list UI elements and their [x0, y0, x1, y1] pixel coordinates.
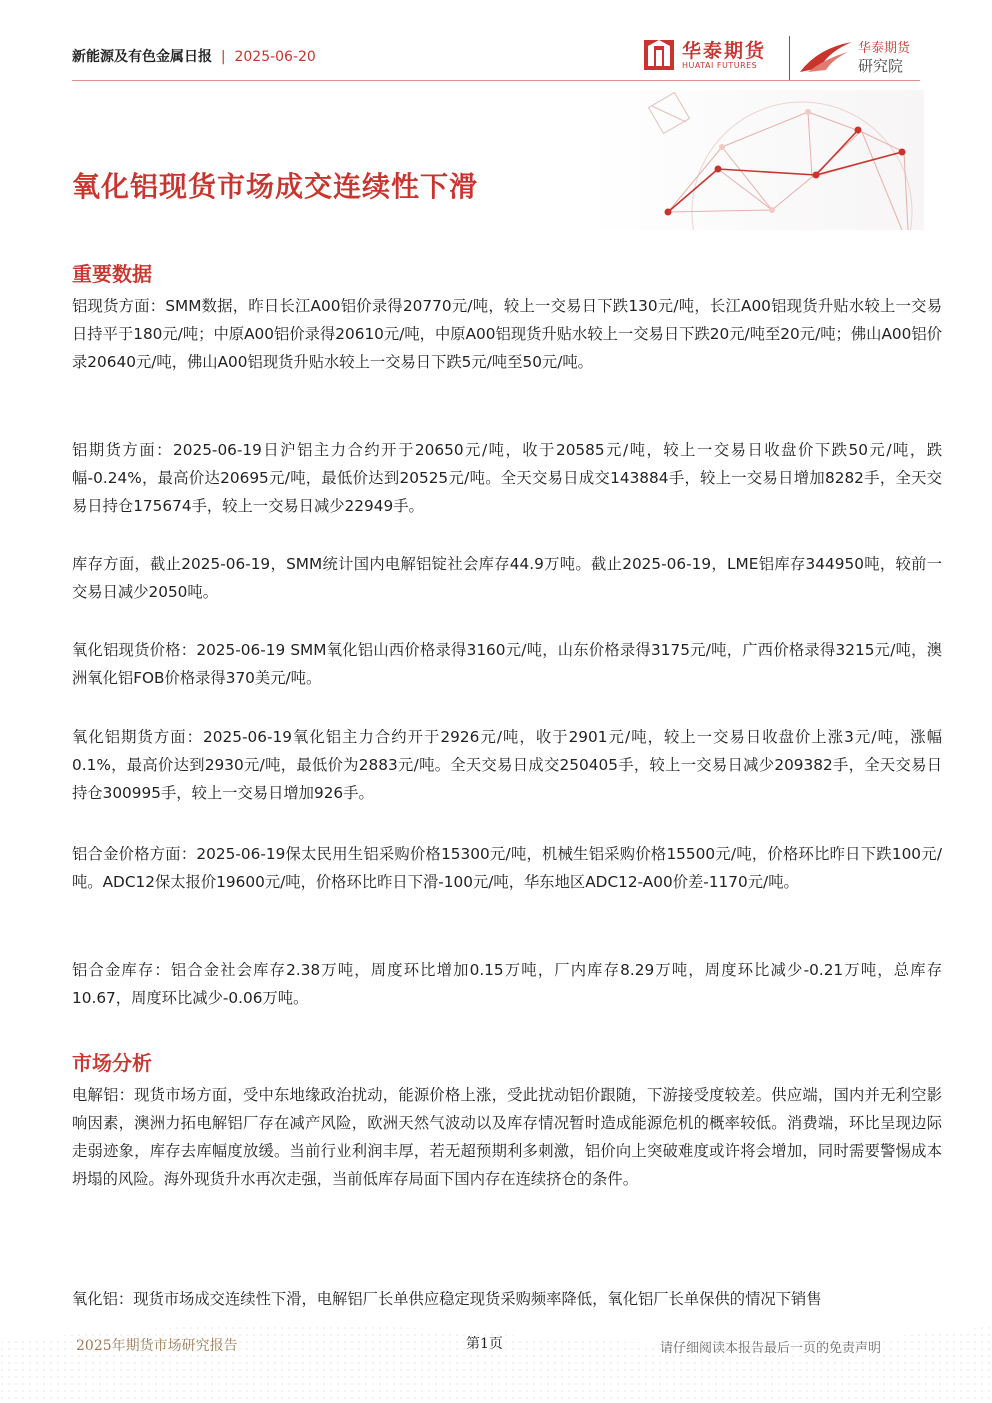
institute-swoosh-icon — [798, 38, 854, 78]
report-name: 新能源及有色金属日报 — [72, 49, 212, 65]
institute-line2: 研究院 — [858, 57, 904, 75]
paragraph-aluminum-spot: 铝现货方面：SMM数据，昨日长江A00铝价录得20770元/吨，较上一交易日下跌130元/吨，长江A00铝现货升贴水较上一交易日持平于180元/吨；中原A00铝价录得20610元/吨，中原A00铝现货升贴水较上一交易日下跌20元/吨至20元/吨；佛山A00铝价录20640元/吨，佛山A00铝现货升贴水较上一交易日下跌5元/吨至50元/吨。 — [72, 297, 942, 371]
section-heading-key-data: 重要数据 — [72, 262, 152, 286]
report-date: 2025-06-20 — [234, 49, 316, 65]
logo-divider — [789, 36, 790, 80]
paragraph-inventory: 库存方面，截止2025-06-19，SMM统计国内电解铝锭社会库存44.9万吨。截止2025-06-19，LME铝库存344950吨，较前一交易日减少2050吨。 — [72, 555, 942, 601]
huatai-logo — [642, 36, 766, 74]
paragraph-alloy-price: 铝合金价格方面：2025-06-19保太民用生铝采购价格15300元/吨，机械生铝采购价格15500元/吨，价格环比昨日下跌100元/吨。ADC12保太报价19600元/吨，价格环比昨日下滑-100元/吨，华东地区ADC12-A00价差-1170元/吨。 — [72, 845, 942, 891]
footer-report-title: 2025年期货市场研究报告 — [76, 1338, 238, 1354]
huatai-logo-icon — [642, 36, 676, 74]
footer-disclaimer: 请仔细阅读本报告最后一页的免责声明 — [660, 1341, 882, 1356]
logo-company-cn: 华泰期货 — [682, 39, 767, 62]
paragraph-alumina-spot: 氧化铝现货价格：2025-06-19 SMM氧化铝山西价格录得3160元/吨，山东价格录得3175元/吨，广西价格录得3215元/吨，澳洲氧化铝FOB价格录得370美元/吨。 — [72, 641, 942, 687]
header-separator: | — [220, 49, 226, 65]
footer-page-number: 第1页 — [466, 1336, 503, 1352]
logo-company-en: HUATAI FUTURES — [682, 60, 758, 70]
paragraph-alumina-futures: 氧化铝期货方面：2025-06-19氧化铝主力合约开于2926元/吨，收于2901元/吨，较上一交易日收盘价上涨3元/吨，涨幅0.1%，最高价达到2930元/吨，最低价为2883元/吨。全天交易日成交250405手，较上一交易日减少209382手，全天交易日持仓300995手，较上一交易日增加926手。 — [72, 728, 942, 802]
header-rule — [72, 80, 920, 81]
paragraph-alloy-inventory: 铝合金库存：铝合金社会库存2.38万吨，周度环比增加0.15万吨，厂内库存8.29万吨，周度环比减少-0.21万吨，总库存10.67，周度环比减少-0.06万吨。 — [72, 961, 942, 1007]
institute-line1: 华泰期货 — [858, 41, 911, 56]
section-heading-market-analysis: 市场分析 — [72, 1051, 152, 1075]
network-graphic-icon — [612, 92, 924, 230]
footer-wave-graphic — [0, 1312, 992, 1403]
document-title: 氧化铝现货市场成交连续性下滑 — [72, 170, 479, 203]
paragraph-aluminum-futures: 铝期货方面：2025-06-19日沪铝主力合约开于20650元/吨，收于20585元/吨，较上一交易日收盘价下跌50元/吨，跌幅-0.24%，最高价达20695元/吨，最低价达到20525元/吨。全天交易日成交143884手，较上一交易日增加8282手，全天交易日持仓175674手，较上一交易日减少22949手。 — [72, 441, 942, 515]
paragraph-alumina-analysis: 氧化铝：现货市场成交连续性下滑，电解铝厂长单供应稳定现货采购频率降低，氧化铝厂长单保供的情况下销售 — [72, 1290, 822, 1308]
paragraph-electrolytic-aluminum: 电解铝：现货市场方面，受中东地缘政治扰动，能源价格上涨，受此扰动铝价跟随，下游接受度较差。供应端，国内并无利空影响因素，澳洲力拓电解铝厂存在减产风险，欧洲天然气波动以及库存情况暂时造成能源危机的概率较低。消费端，环比呈现边际走弱迹象，库存去库幅度放缓。当前行业利润丰厚，若无超预期利多刺激，铝价向上突破难度或许将会增加，同时需要警惕成本坍塌的风险。海外现货升水再次走强，当前低库存局面下国内存在连续挤仓的条件。 — [72, 1086, 942, 1188]
report-header — [72, 46, 316, 66]
institute-logo — [798, 38, 910, 78]
